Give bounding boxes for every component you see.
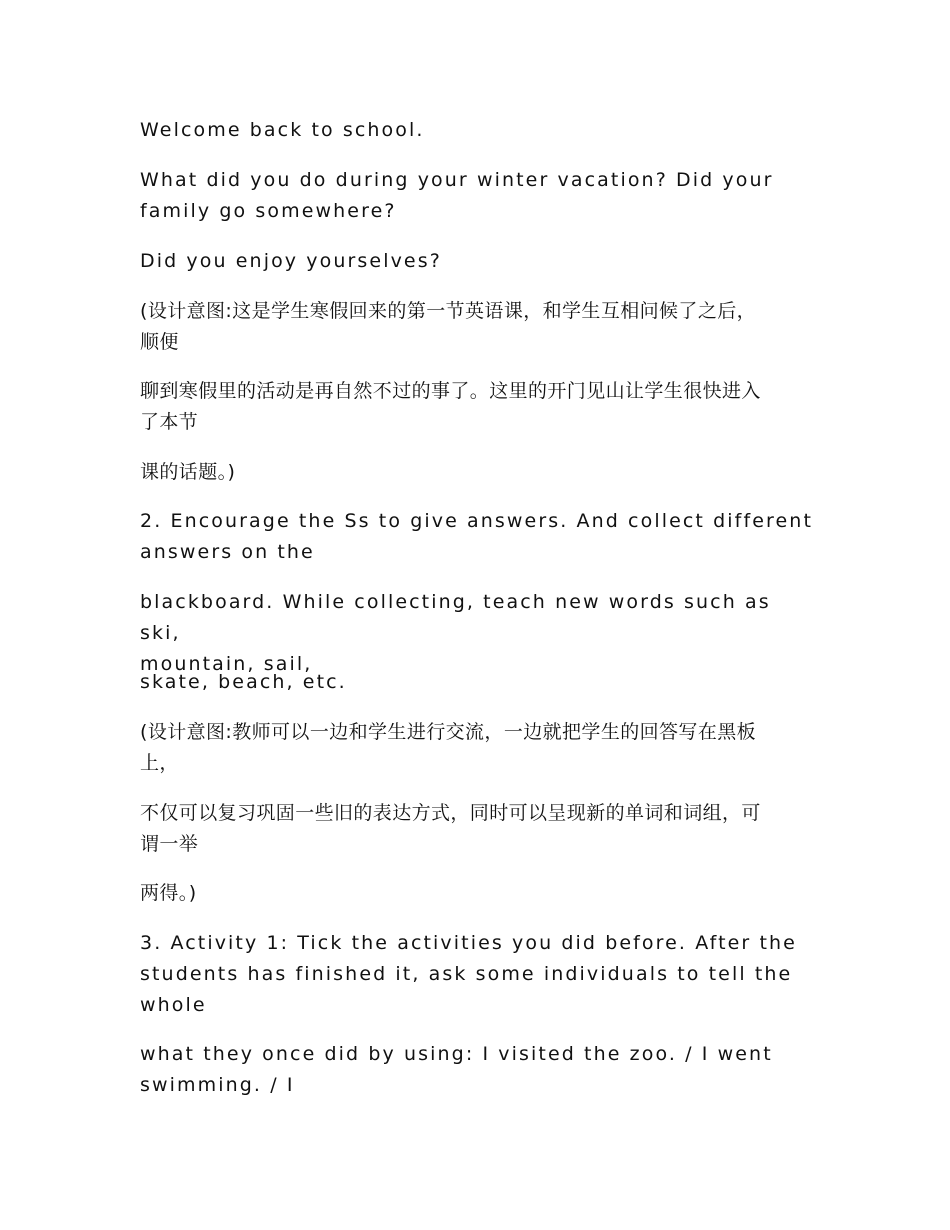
paragraph-design-intent-1b: 聊到寒假里的活动是再自然不过的事了。这里的开门见山让学生很快进入 了本节 bbox=[140, 380, 761, 433]
paragraph-step-3-examples: what they once did by using: I visited the zoo. / I went swimming. / I bbox=[140, 1043, 773, 1096]
paragraph-step-3: 3. Activity 1: Tick the activities you did before. After the students has finished it, ask some individuals to tell the whole bbox=[140, 932, 797, 1016]
paragraph-design-intent-2b: 不仅可以复习巩固一些旧的表达方式，同时可以呈现新的单词和词组，可 谓一举 bbox=[140, 802, 761, 855]
paragraph-step-2: 2. Encourage the Ss to give answers. And collect different answers on the bbox=[140, 510, 813, 563]
paragraph-welcome: Welcome back to school. bbox=[140, 119, 425, 141]
paragraph-design-intent-2c: 两得。) bbox=[140, 882, 197, 904]
paragraph-winter-vacation-question: What did you do during your winter vacation? Did your family go somewhere? bbox=[140, 169, 774, 222]
paragraph-step-2-words: skate, beach, etc. bbox=[140, 671, 347, 693]
paragraph-enjoy-question: Did you enjoy yourselves? bbox=[140, 250, 442, 272]
paragraph-design-intent-2a: (设计意图:教师可以一边和学生进行交流，一边就把学生的回答写在黑板 上， bbox=[140, 721, 757, 774]
paragraph-design-intent-1c: 课的话题。) bbox=[140, 461, 236, 483]
paragraph-step-2-blackboard: blackboard. While collecting, teach new words such as ski, mountain, sail, bbox=[140, 591, 771, 675]
paragraph-design-intent-1a: (设计意图:这是学生寒假回来的第一节英语课，和学生互相问候了之后， 顺便 bbox=[140, 300, 757, 353]
